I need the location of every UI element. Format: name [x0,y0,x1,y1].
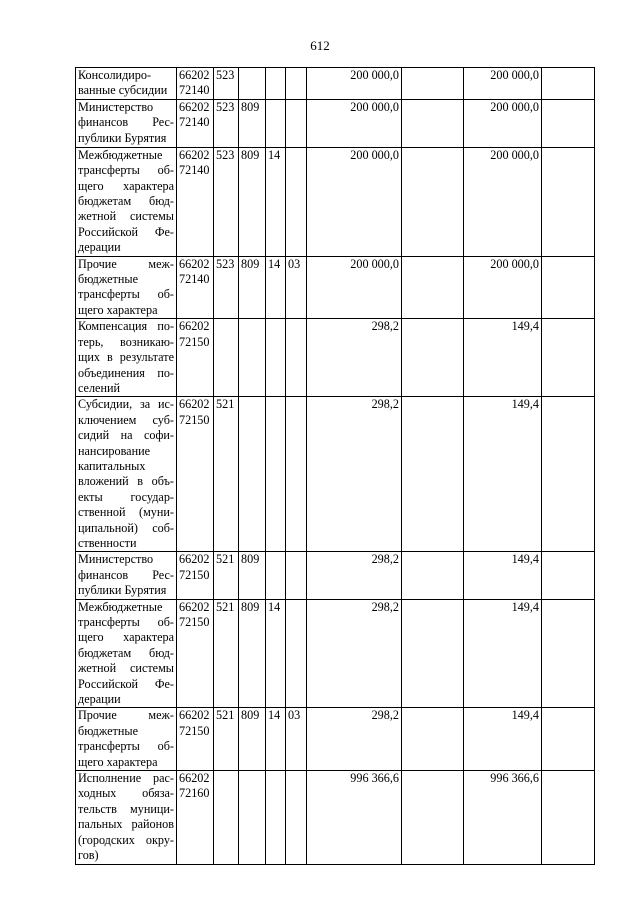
section-code [266,68,286,100]
amount-1: 298,2 [307,397,402,552]
ministry-code: 809 [239,599,266,708]
amount-2 [402,771,464,864]
amount-3: 200 000,0 [464,68,542,100]
expense-type-code: 523 [214,256,239,319]
amount-3: 149,4 [464,599,542,708]
subsection-code [286,552,307,599]
amount-4 [542,708,595,771]
amount-1: 298,2 [307,319,402,397]
amount-4 [542,68,595,100]
amount-3: 996 366,6 [464,771,542,864]
amount-4 [542,552,595,599]
expense-type-code [214,319,239,397]
expense-type-code [214,771,239,864]
subsection-code [286,68,307,100]
ministry-code [239,397,266,552]
amount-1: 200 000,0 [307,99,402,147]
section-code [266,397,286,552]
expense-type-code: 521 [214,708,239,771]
section-code: 14 [266,256,286,319]
amount-3: 200 000,0 [464,256,542,319]
amount-2 [402,552,464,599]
amount-4 [542,599,595,708]
ministry-code: 809 [239,147,266,256]
subsection-code [286,319,307,397]
target-article-code: 66202 72140 [177,68,214,100]
row-name: Субсидии, за ис-ключением суб-сидий на софи-нансирование капитальных вложений в объ-екты государ-ственной (муни-ципальной) соб-ственности [76,397,177,552]
row-name: Межбюджетные трансферты об-щего характера бюджетам бюд-жетной системы Российской Фе-дерации [76,599,177,708]
row-name: Межбюджетные трансферты об-щего характера бюджетам бюд-жетной системы Российской Фе-дерации [76,147,177,256]
subsection-code [286,147,307,256]
table-row [76,552,595,599]
expense-type-code: 521 [214,397,239,552]
subsection-code: 03 [286,708,307,771]
table-row [76,99,595,147]
table-row [76,771,595,864]
expense-type-code: 523 [214,99,239,147]
table-row [76,708,595,771]
ministry-code: 809 [239,99,266,147]
amount-3: 149,4 [464,552,542,599]
row-name: Министерство финансов Рес-публики Бурятия [76,552,177,599]
row-name: Прочие меж-бюджетные трансферты об-щего характера [76,256,177,319]
table-row [76,599,595,708]
ministry-code [239,68,266,100]
expense-type-code: 521 [214,552,239,599]
target-article-code: 66202 72140 [177,99,214,147]
expense-type-code: 523 [214,68,239,100]
page-number: 612 [310,38,330,53]
section-code [266,552,286,599]
amount-1: 200 000,0 [307,68,402,100]
amount-2 [402,319,464,397]
row-name: Консолидиро-ванные субсидии [76,68,177,100]
section-code: 14 [266,599,286,708]
section-code [266,771,286,864]
table-row [76,256,595,319]
amount-4 [542,99,595,147]
ministry-code: 809 [239,256,266,319]
target-article-code: 66202 72150 [177,708,214,771]
target-article-code: 66202 72150 [177,599,214,708]
row-name: Компенсация по-терь, возникаю-щих в результате объединения по-селений [76,319,177,397]
subsection-code [286,599,307,708]
section-code: 14 [266,147,286,256]
target-article-code: 66202 72150 [177,397,214,552]
budget-table [75,67,595,865]
amount-1: 200 000,0 [307,256,402,319]
ministry-code: 809 [239,708,266,771]
amount-2 [402,599,464,708]
amount-3: 149,4 [464,708,542,771]
table-row [76,319,595,397]
amount-3: 149,4 [464,397,542,552]
amount-2 [402,708,464,771]
amount-3: 200 000,0 [464,99,542,147]
amount-3: 200 000,0 [464,147,542,256]
row-name: Прочие меж-бюджетные трансферты об-щего характера [76,708,177,771]
subsection-code [286,397,307,552]
amount-4 [542,771,595,864]
expense-type-code: 521 [214,599,239,708]
target-article-code: 66202 72140 [177,256,214,319]
amount-1: 996 366,6 [307,771,402,864]
expense-type-code: 523 [214,147,239,256]
amount-2 [402,147,464,256]
section-code [266,99,286,147]
amount-2 [402,397,464,552]
section-code: 14 [266,708,286,771]
subsection-code: 03 [286,256,307,319]
target-article-code: 66202 72150 [177,552,214,599]
target-article-code: 66202 72150 [177,319,214,397]
subsection-code [286,99,307,147]
amount-4 [542,397,595,552]
row-name: Исполнение рас-ходных обяза-тельств муници-пальных районов (городских окру-гов) [76,771,177,864]
table-row [76,68,595,100]
amount-1: 298,2 [307,552,402,599]
amount-4 [542,256,595,319]
amount-1: 298,2 [307,708,402,771]
amount-4 [542,147,595,256]
ministry-code [239,319,266,397]
table-row [76,147,595,256]
amount-1: 200 000,0 [307,147,402,256]
section-code [266,319,286,397]
target-article-code: 66202 72140 [177,147,214,256]
amount-2 [402,256,464,319]
ministry-code: 809 [239,552,266,599]
amount-4 [542,319,595,397]
amount-2 [402,68,464,100]
row-name: Министерство финансов Рес-публики Бурятия [76,99,177,147]
amount-2 [402,99,464,147]
target-article-code: 66202 72160 [177,771,214,864]
subsection-code [286,771,307,864]
table-row [76,397,595,552]
amount-1: 298,2 [307,599,402,708]
amount-3: 149,4 [464,319,542,397]
ministry-code [239,771,266,864]
